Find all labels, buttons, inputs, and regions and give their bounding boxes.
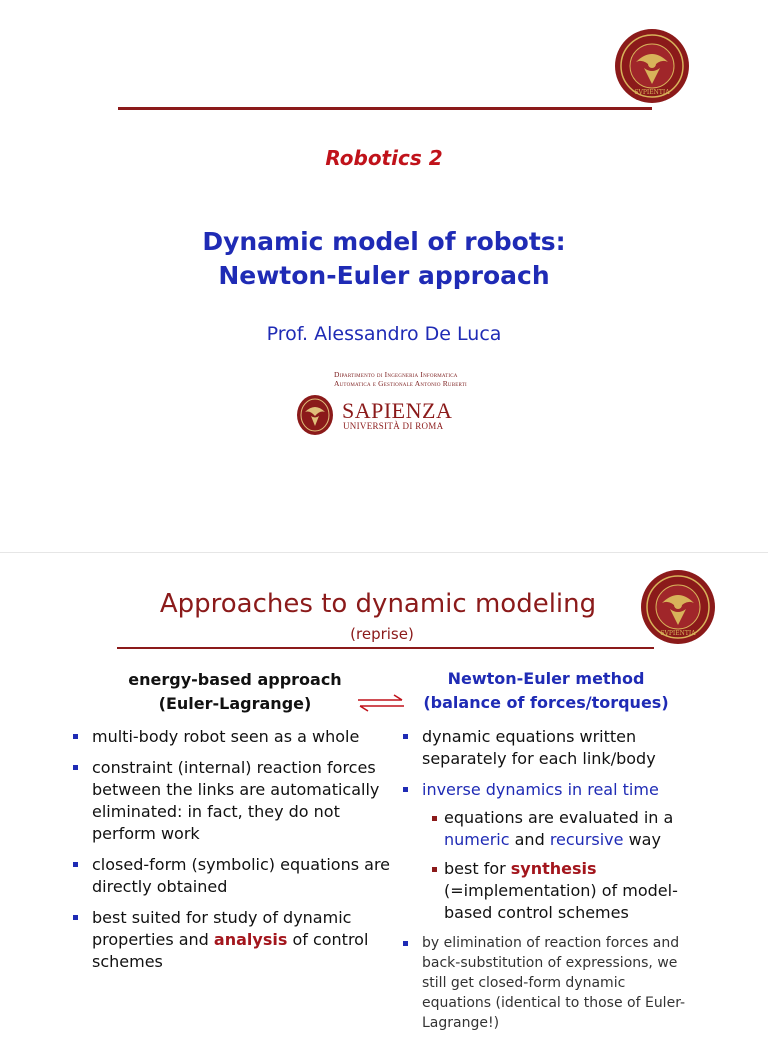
list-item <box>68 907 398 973</box>
list-item <box>68 757 398 845</box>
sub-list-item <box>422 858 698 924</box>
bullet-square-icon <box>73 862 78 867</box>
sub-list <box>422 807 698 924</box>
sapienza-seal-logo <box>640 569 716 645</box>
bullet-text: closed-form (symbolic) equations are directly obtained <box>92 855 391 896</box>
university-subtitle: UNIVERSITÀ DI ROMA <box>343 421 444 431</box>
left-heading-line-2: (Euler-Lagrange) <box>158 694 312 713</box>
bullet-text: equations are evaluated in a <box>444 808 674 827</box>
sub-bullet-square-icon <box>432 816 437 821</box>
list-item <box>68 854 398 898</box>
list-item <box>398 933 698 1033</box>
emphasis-analysis: analysis <box>213 930 288 949</box>
slide-separator <box>0 552 768 553</box>
right-heading-line-2: (balance of forces/torques) <box>423 693 669 712</box>
title-line-2: Newton-Euler approach <box>218 261 550 290</box>
newton-euler-list <box>398 726 698 1042</box>
title-line-1: Dynamic model of robots: <box>202 227 566 256</box>
list-item <box>68 726 398 748</box>
author-name: Prof. Alessandro De Luca <box>266 323 502 345</box>
list-item <box>398 726 698 770</box>
energy-approach-list <box>68 726 398 982</box>
bullet-square-icon <box>73 734 78 739</box>
bullet-square-icon <box>73 765 78 770</box>
sub-bullet-square-icon <box>432 867 437 872</box>
bullet-text: dynamic equations written separately for each link/body <box>422 727 656 768</box>
course-title: Robotics 2 <box>325 146 443 170</box>
bullet-square-icon <box>403 734 408 739</box>
emphasis-recursive: recursive <box>549 830 624 849</box>
bullet-text: and <box>509 830 550 849</box>
dept-line-2: Automatica e Gestionale Antonio Ruberti <box>334 379 467 388</box>
svg-text:SVPIENTIA: SVPIENTIA <box>634 89 670 96</box>
bullet-square-icon <box>73 915 78 920</box>
bullet-text: (=implementation) of model-based control schemes <box>444 881 678 922</box>
equivalence-arrows-icon <box>356 694 406 712</box>
bullet-square-icon <box>403 941 408 946</box>
bullet-text: of control schemes <box>92 930 369 971</box>
bullet-text: multi-body robot seen as a whole <box>92 727 360 746</box>
sapienza-seal-logo <box>614 28 690 104</box>
emphasis-synthesis: synthesis <box>510 859 597 878</box>
list-item <box>398 779 698 924</box>
bullet-text: constraint (internal) reaction forces between the links are automatically eliminated: in fact, they do not perform work <box>92 758 380 843</box>
department-name <box>334 370 494 388</box>
slide2-subtitle: (reprise) <box>350 625 414 643</box>
bullet-text: inverse dynamics in real time <box>422 780 659 799</box>
university-name: SAPIENZA <box>342 398 453 423</box>
sapienza-small-seal-icon <box>296 394 334 436</box>
left-column-heading <box>95 668 375 716</box>
bullet-text: best suited for study of dynamic properties and <box>92 908 352 949</box>
right-heading-line-1: Newton-Euler method <box>447 669 645 688</box>
right-column-heading <box>406 667 686 715</box>
bullet-text: way <box>623 830 661 849</box>
left-heading-line-1: energy-based approach <box>128 670 342 689</box>
emphasis-numeric: numeric <box>444 830 510 849</box>
slide2-title: Approaches to dynamic modeling <box>159 589 597 619</box>
slide1-title <box>0 225 768 293</box>
bullet-text: best for <box>444 859 511 878</box>
sub-list-item <box>422 807 698 851</box>
svg-text:SVPIENTIA: SVPIENTIA <box>660 630 696 637</box>
slide2-divider <box>117 647 654 649</box>
dept-line-1: Dipartimento di Ingegneria Informatica <box>334 370 458 379</box>
bullet-square-icon <box>403 787 408 792</box>
slide1-divider <box>118 107 652 110</box>
bullet-text: by elimination of reaction forces and back-substitution of expressions, we still get closed-form dynamic equations (identical to those of Euler-Lagrange!) <box>422 935 686 1031</box>
